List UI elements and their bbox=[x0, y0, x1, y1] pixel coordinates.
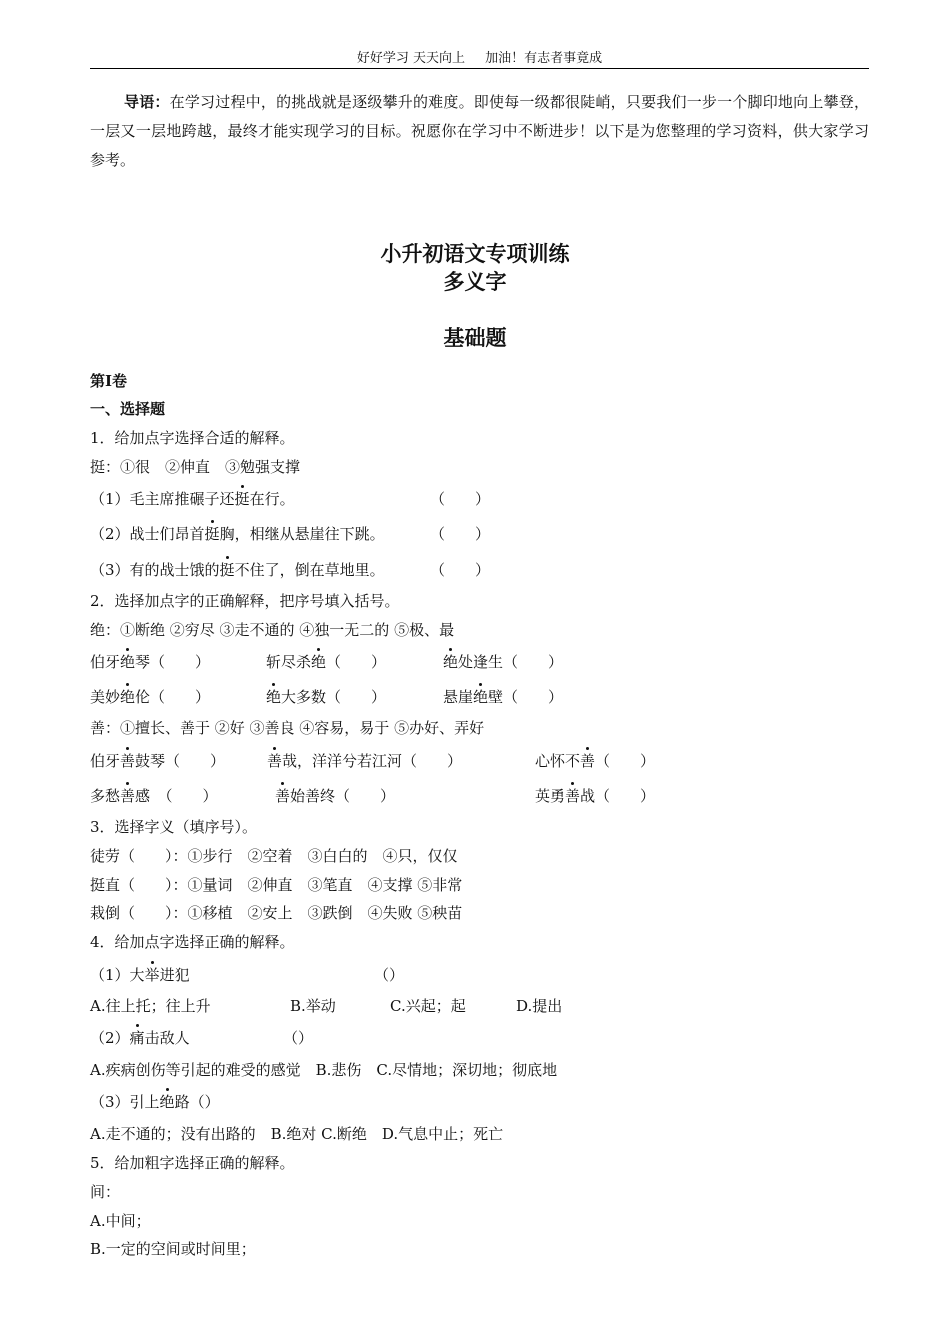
answer-blank[interactable]: （ ） bbox=[430, 490, 491, 508]
q4-item1-option: B.举动 bbox=[290, 997, 336, 1015]
answer-blank[interactable]: （ ） bbox=[430, 525, 491, 543]
header-motto-right: 加油！有志者事竟成 bbox=[485, 51, 603, 66]
q3-line: 徒劳（ ）：①步行 ②空着 ③白白的 ④只，仅仅 bbox=[90, 847, 458, 865]
intro-paragraph bbox=[90, 88, 869, 175]
level-heading: 基础题 bbox=[443, 325, 507, 350]
q2-jue-item: 伯牙绝琴（ ） bbox=[90, 653, 211, 671]
q2-jue-item: 绝大多数（ ） bbox=[266, 688, 387, 706]
q1-prompt: 1．给加点字选择合适的解释。 bbox=[90, 429, 295, 447]
q2-shan-item: 心怀不善（ ） bbox=[535, 752, 656, 770]
q4-item2-options: A.疾病创伤等引起的难受的感觉 B.悲伤 C.尽情地；深切地；彻底地 bbox=[90, 1061, 558, 1079]
q1-item: （2）战士们昂首挺胸，相继从悬崖往下跳。 bbox=[90, 525, 385, 543]
q5-char: 间： bbox=[90, 1183, 121, 1201]
q2-shan-item: 善始善终（ ） bbox=[275, 787, 396, 805]
q2-jue-options: 绝：①断绝 ②穷尽 ③走不通的 ④独一无二的 ⑤极、最 bbox=[90, 621, 455, 639]
intro-text: 在学习过程中，的挑战就是逐级攀升的难度。即使每一级都很陡峭，只要我们一步一个脚印地向上攀登，一层又一层地跨越，最终才能实现学习的目标。祝愿你在学习中不断进步！以下是为您整理的学习资料，供大家学习参考。 bbox=[90, 93, 869, 169]
answer-blank[interactable]: （） bbox=[283, 1029, 314, 1047]
q4-item-3: （3）引上绝路（） bbox=[90, 1093, 220, 1111]
dotted-char: 挺 bbox=[234, 490, 250, 508]
intro-label: 导语： bbox=[124, 93, 170, 111]
doc-subtitle: 多义字 bbox=[443, 269, 507, 294]
q2-jue-item: 悬崖绝壁（ ） bbox=[443, 688, 564, 706]
q2-jue-item: 美妙绝伦（ ） bbox=[90, 688, 211, 706]
dotted-char: 挺 bbox=[219, 561, 235, 579]
q2-prompt: 2．选择加点字的正确解释，把序号填入括号。 bbox=[90, 592, 400, 610]
q4-item-1: （1）大举进犯 bbox=[90, 966, 190, 984]
q1-item: （3）有的战士饿的挺不住了，倒在草地里。 bbox=[90, 561, 385, 579]
q4-item-2: （2）痛击敌人 bbox=[90, 1029, 190, 1047]
q2-jue-item: 绝处逢生（ ） bbox=[443, 653, 564, 671]
q2-shan-item: 善哉，洋洋兮若江河（ ） bbox=[267, 752, 463, 770]
volume-heading: 第Ⅰ卷 bbox=[90, 372, 128, 390]
q5-prompt: 5．给加粗字选择正确的解释。 bbox=[90, 1154, 295, 1172]
q2-shan-item: 多愁善感 （ ） bbox=[90, 787, 218, 805]
q4-prompt: 4．给加点字选择正确的解释。 bbox=[90, 933, 295, 951]
q2-shan-options: 善：①擅长、善于 ②好 ③善良 ④容易，易于 ⑤办好、弄好 bbox=[90, 719, 485, 737]
q4-item1-option: C.兴起；起 bbox=[390, 997, 466, 1015]
header-motto-left: 好好学习 天天向上 bbox=[356, 51, 465, 66]
q1-item: （1）毛主席推碾子还挺在行。 bbox=[90, 490, 295, 508]
answer-blank[interactable]: （） bbox=[374, 966, 405, 984]
answer-blank[interactable]: （ ） bbox=[430, 561, 491, 579]
q3-line: 栽倒（ ）：①移植 ②安上 ③跌倒 ④失败 ⑤秧苗 bbox=[90, 904, 463, 922]
q2-jue-item: 斩尽杀绝（ ） bbox=[266, 653, 387, 671]
q2-shan-item: 英勇善战（ ） bbox=[535, 787, 656, 805]
doc-title: 小升初语文专项训练 bbox=[380, 241, 570, 266]
part-heading: 一、选择题 bbox=[90, 400, 166, 418]
dotted-char: 挺 bbox=[204, 525, 220, 543]
q4-item1-option: A.往上托；往上升 bbox=[90, 997, 211, 1015]
q2-shan-item: 伯牙善鼓琴（ ） bbox=[90, 752, 226, 770]
page-header bbox=[90, 49, 869, 69]
q4-item1-option: D.提出 bbox=[516, 997, 563, 1015]
q4-item3-options: A.走不通的；没有出路的 B.绝对 C.断绝 D.气息中止；死亡 bbox=[90, 1125, 504, 1143]
q3-prompt: 3．选择字义（填序号）。 bbox=[90, 818, 258, 836]
q1-options: 挺：①很 ②伸直 ③勉强支撑 bbox=[90, 458, 301, 476]
q5-option: B.一定的空间或时间里； bbox=[90, 1240, 256, 1258]
q5-option: A.中间； bbox=[90, 1212, 151, 1230]
q3-line: 挺直（ ）：①量词 ②伸直 ③笔直 ④支撑 ⑤非常 bbox=[90, 876, 463, 894]
